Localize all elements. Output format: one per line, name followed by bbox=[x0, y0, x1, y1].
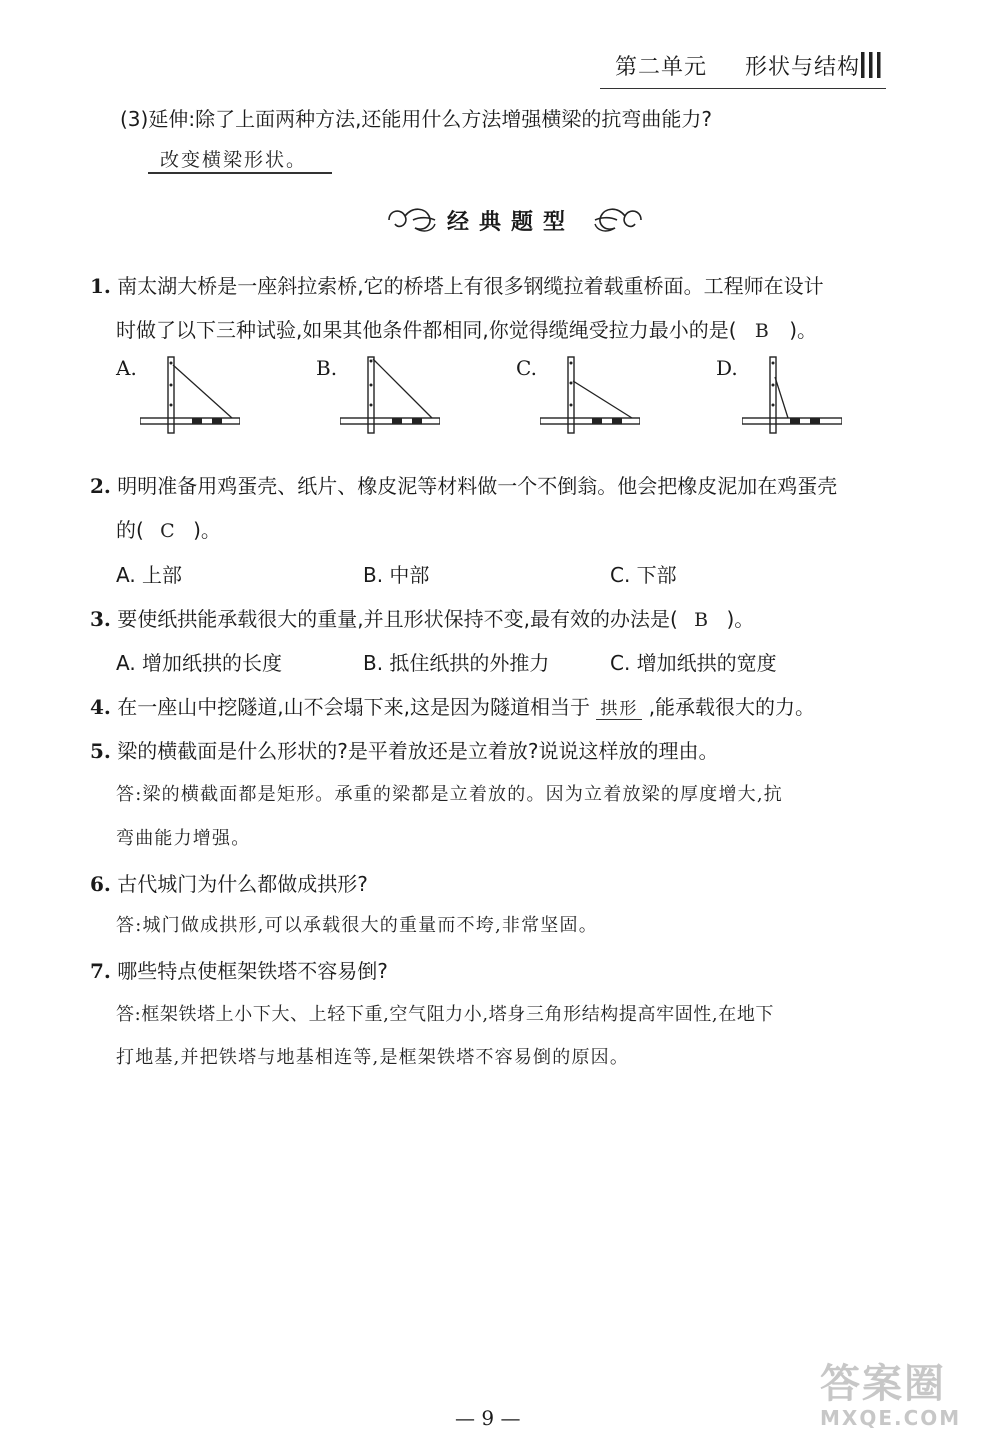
topic-label: 形状与结构 bbox=[744, 55, 860, 80]
q2-text-3: )。 bbox=[193, 518, 221, 542]
q3-option-a: A. 增加纸拱的长度 bbox=[116, 651, 283, 675]
q6-text: 古代城门为什么都做成拱形? bbox=[117, 872, 368, 896]
q4-number: 4. bbox=[90, 695, 111, 719]
q5-answer-1: 答:梁的横截面都是矩形。承重的梁都是立着放的。因为立着放梁的厚度增大,抗 bbox=[116, 784, 783, 805]
q3-line bbox=[90, 603, 754, 632]
q1-answer: B bbox=[754, 320, 771, 342]
q2-option-a: A. 上部 bbox=[116, 563, 183, 587]
q6-line bbox=[90, 868, 368, 897]
extension-question: (3)延伸:除了上面两种方法,还能用什么方法增强横梁的抗弯曲能力? bbox=[120, 107, 713, 131]
bridge-figure-b bbox=[340, 355, 440, 435]
q7-text: 哪些特点使框架铁塔不容易倒? bbox=[117, 959, 388, 983]
extension-answer: 改变横梁形状。 bbox=[160, 149, 308, 171]
bridge-figure-d bbox=[742, 355, 842, 435]
bridge-figure-c bbox=[540, 355, 640, 435]
q1-number: 1. bbox=[90, 274, 111, 298]
q3-number: 3. bbox=[90, 607, 111, 631]
q1-text-1: 南太湖大桥是一座斜拉索桥,它的桥塔上有很多钢缆拉着载重桥面。工程师在设计 bbox=[117, 274, 824, 298]
q3-option-c: C. 增加纸拱的宽度 bbox=[610, 651, 777, 675]
q7-number: 7. bbox=[90, 959, 111, 983]
q2-option-b: B. 中部 bbox=[363, 563, 430, 587]
q2-text-1: 明明准备用鸡蛋壳、纸片、橡皮泥等材料做一个不倒翁。他会把橡皮泥加在鸡蛋壳 bbox=[117, 474, 838, 498]
section-title: 经典题型 bbox=[447, 209, 576, 235]
q2-option-c: C. 下部 bbox=[610, 563, 677, 587]
q5-number: 5. bbox=[90, 739, 111, 763]
q4-text-1: 在一座山中挖隧道,山不会塌下来,这是因为隧道相当于 bbox=[117, 695, 590, 719]
header-bars-icon bbox=[860, 52, 882, 78]
q6-answer: 答:城门做成拱形,可以承载很大的重量而不垮,非常坚固。 bbox=[116, 915, 598, 936]
watermark-text: 答案圈 bbox=[820, 1361, 946, 1407]
left-ornament-icon bbox=[385, 202, 440, 238]
watermark-logo bbox=[820, 1362, 995, 1442]
q1-text-3: )。 bbox=[789, 318, 818, 342]
q2-text-2: 的( bbox=[116, 518, 144, 542]
q1-line2 bbox=[116, 314, 817, 343]
q1-option-b-label: B. bbox=[316, 356, 338, 380]
answer-underline bbox=[148, 172, 332, 174]
unit-header bbox=[615, 50, 860, 81]
bridge-figure-a bbox=[140, 355, 240, 435]
header-rule bbox=[600, 88, 886, 89]
q4-line bbox=[90, 691, 815, 720]
q3-option-b: B. 抵住纸拱的外推力 bbox=[363, 651, 550, 675]
q7-answer-1: 答:框架铁塔上小下大、上轻下重,空气阻力小,塔身三角形结构提高牢固性,在地下 bbox=[116, 1004, 775, 1025]
q1-option-d-label: D. bbox=[716, 356, 738, 380]
q3-text-1: 要使纸拱能承载很大的重量,并且形状保持不变,最有效的办法是( bbox=[117, 607, 678, 631]
section-title-banner bbox=[385, 200, 645, 240]
q4-answer: 拱形 bbox=[596, 699, 642, 720]
unit-label: 第二单元 bbox=[614, 55, 707, 80]
q7-answer-2: 打地基,并把铁塔与地基相连等,是框架铁塔不容易倒的原因。 bbox=[116, 1047, 630, 1068]
q1-line1 bbox=[90, 270, 824, 299]
watermark-url: MXQE.COM bbox=[820, 1406, 962, 1430]
right-ornament-icon bbox=[590, 202, 645, 238]
q5-answer-2: 弯曲能力增强。 bbox=[116, 828, 251, 849]
q2-number: 2. bbox=[90, 474, 111, 498]
q2-line2 bbox=[116, 514, 221, 543]
q4-text-2: ,能承载很大的力。 bbox=[648, 695, 816, 719]
q1-option-c-label: C. bbox=[516, 356, 537, 380]
q6-number: 6. bbox=[90, 872, 111, 896]
q1-text-2: 时做了以下三种试验,如果其他条件都相同,你觉得缆绳受拉力最小的是( bbox=[116, 318, 737, 342]
q5-text: 梁的横截面是什么形状的?是平着放还是立着放?说说这样放的理由。 bbox=[117, 739, 719, 763]
q5-line bbox=[90, 735, 718, 764]
q3-text-2: )。 bbox=[726, 607, 755, 631]
q2-line1 bbox=[90, 470, 837, 499]
q3-answer: B bbox=[694, 609, 711, 631]
q2-answer: C bbox=[160, 520, 177, 542]
page-number: — 9 — bbox=[455, 1406, 521, 1430]
q7-line bbox=[90, 955, 388, 984]
q1-option-a-label: A. bbox=[116, 356, 137, 380]
